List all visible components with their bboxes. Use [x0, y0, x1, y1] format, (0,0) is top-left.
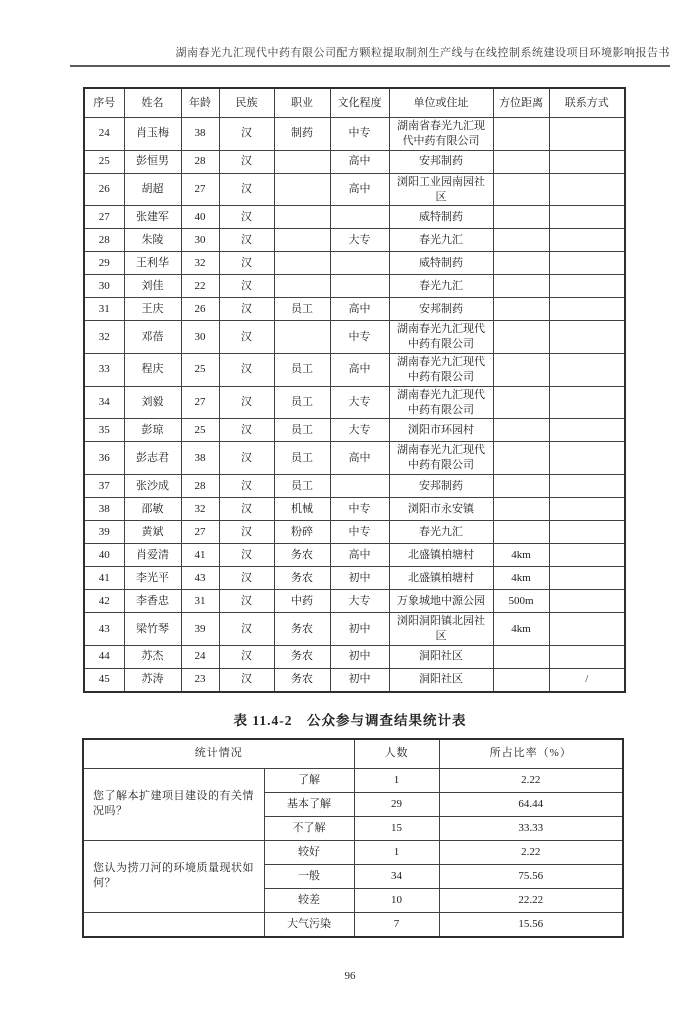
respondent-cell-distance — [493, 252, 549, 275]
stats-answer-cell: 较差 — [264, 888, 354, 912]
respondent-row — [84, 252, 625, 275]
respondent-cell-occupation: 员工 — [274, 475, 330, 498]
stats-column-header-situation: 统计情况 — [83, 739, 354, 769]
respondent-cell-contact — [549, 275, 625, 298]
respondent-row — [84, 173, 625, 206]
respondent-cell-distance — [493, 386, 549, 419]
respondent-row — [84, 275, 625, 298]
respondent-cell-index: 30 — [84, 275, 124, 298]
respondent-cell-name: 刘毅 — [124, 386, 181, 419]
respondent-cell-address: 湖南春光九汇现代中药有限公司 — [389, 321, 493, 354]
respondent-cell-name: 刘佳 — [124, 275, 181, 298]
respondent-cell-index: 39 — [84, 521, 124, 544]
respondent-cell-name: 梁竹琴 — [124, 613, 181, 646]
respondent-row — [84, 229, 625, 252]
column-header-age: 年龄 — [181, 88, 219, 118]
respondent-cell-name: 胡超 — [124, 173, 181, 206]
respondent-cell-contact — [549, 521, 625, 544]
respondent-cell-address: 北盛镇柏塘村 — [389, 567, 493, 590]
respondent-cell-distance — [493, 668, 549, 692]
document-page — [0, 44, 700, 1033]
respondent-cell-distance — [493, 498, 549, 521]
respondent-cell-name: 李光平 — [124, 567, 181, 590]
respondent-cell-education: 初中 — [330, 668, 389, 692]
respondent-cell-contact — [549, 567, 625, 590]
respondent-cell-index: 38 — [84, 498, 124, 521]
respondent-cell-address: 洞阳社区 — [389, 668, 493, 692]
respondent-cell-address: 洞阳社区 — [389, 645, 493, 668]
respondent-cell-name: 黄斌 — [124, 521, 181, 544]
respondent-cell-distance — [493, 442, 549, 475]
respondent-cell-education: 初中 — [330, 645, 389, 668]
respondent-cell-ethnicity: 汉 — [219, 206, 274, 229]
respondent-cell-address: 湖南春光九汇现代中药有限公司 — [389, 386, 493, 419]
respondent-cell-index: 43 — [84, 613, 124, 646]
respondent-cell-ethnicity: 汉 — [219, 475, 274, 498]
respondent-cell-address: 威特制药 — [389, 206, 493, 229]
respondent-cell-name: 邵敏 — [124, 498, 181, 521]
stats-count-cell: 15 — [354, 816, 439, 840]
page-header-title: 湖南春光九汇现代中药有限公司配方颗粒提取制剂生产线与在线控制系统建设项目环境影响报告书 — [175, 47, 670, 59]
respondent-cell-ethnicity: 汉 — [219, 544, 274, 567]
respondent-cell-address: 湖南春光九汇现代中药有限公司 — [389, 354, 493, 387]
respondent-cell-address: 湖南省春光九汇现代中药有限公司 — [389, 118, 493, 151]
stats-question-cell: 您认为捞刀河的环境质量现状如何？ — [83, 840, 264, 912]
stats-row — [83, 840, 623, 864]
respondent-cell-education — [330, 475, 389, 498]
respondent-cell-index: 45 — [84, 668, 124, 692]
respondent-cell-occupation — [274, 173, 330, 206]
stats-count-cell: 10 — [354, 888, 439, 912]
respondent-cell-name: 肖爱清 — [124, 544, 181, 567]
respondent-cell-occupation: 粉碎 — [274, 521, 330, 544]
respondent-row — [84, 544, 625, 567]
respondent-cell-education: 初中 — [330, 567, 389, 590]
respondent-cell-index: 41 — [84, 567, 124, 590]
respondent-cell-age: 30 — [181, 229, 219, 252]
respondent-cell-index: 40 — [84, 544, 124, 567]
respondent-cell-age: 43 — [181, 567, 219, 590]
column-header-distance: 方位距离 — [493, 88, 549, 118]
stats-column-header-ratio: 所占比率（%） — [439, 739, 623, 769]
respondent-cell-occupation: 员工 — [274, 419, 330, 442]
respondent-cell-age: 39 — [181, 613, 219, 646]
respondent-cell-contact — [549, 354, 625, 387]
respondent-cell-index: 24 — [84, 118, 124, 151]
respondent-cell-age: 27 — [181, 173, 219, 206]
respondent-row — [84, 150, 625, 173]
respondent-cell-index: 25 — [84, 150, 124, 173]
respondent-cell-contact — [549, 118, 625, 151]
stats-count-cell: 7 — [354, 912, 439, 937]
stats-ratio-cell: 64.44 — [439, 792, 623, 816]
respondent-cell-contact — [549, 419, 625, 442]
respondent-cell-occupation: 务农 — [274, 544, 330, 567]
respondent-cell-occupation — [274, 150, 330, 173]
respondent-cell-distance — [493, 118, 549, 151]
respondent-row — [84, 442, 625, 475]
stats-count-cell: 34 — [354, 864, 439, 888]
respondent-cell-ethnicity: 汉 — [219, 419, 274, 442]
stats-row — [83, 912, 623, 937]
respondent-row — [84, 118, 625, 151]
respondent-cell-address: 春光九汇 — [389, 521, 493, 544]
respondent-cell-distance: 4km — [493, 613, 549, 646]
respondent-table-body — [84, 118, 625, 692]
stats-table-body — [83, 768, 623, 937]
respondent-cell-education — [330, 275, 389, 298]
respondent-cell-name: 王利华 — [124, 252, 181, 275]
respondent-cell-name: 张建军 — [124, 206, 181, 229]
respondent-cell-ethnicity: 汉 — [219, 354, 274, 387]
respondent-cell-occupation: 员工 — [274, 442, 330, 475]
respondent-cell-contact — [549, 206, 625, 229]
stats-ratio-cell: 15.56 — [439, 912, 623, 937]
respondent-cell-age: 22 — [181, 275, 219, 298]
stats-ratio-cell: 22.22 — [439, 888, 623, 912]
respondent-cell-education: 大专 — [330, 590, 389, 613]
respondent-cell-education: 大专 — [330, 419, 389, 442]
respondent-cell-distance — [493, 321, 549, 354]
stats-table-header — [83, 739, 623, 769]
respondent-cell-ethnicity: 汉 — [219, 173, 274, 206]
respondent-cell-address: 春光九汇 — [389, 229, 493, 252]
respondent-cell-address: 北盛镇柏塘村 — [389, 544, 493, 567]
respondent-cell-occupation — [274, 252, 330, 275]
column-header-contact: 联系方式 — [549, 88, 625, 118]
stats-table — [82, 738, 624, 938]
stats-answer-cell: 较好 — [264, 840, 354, 864]
respondent-cell-ethnicity: 汉 — [219, 567, 274, 590]
column-header-index: 序号 — [84, 88, 124, 118]
respondent-cell-index: 32 — [84, 321, 124, 354]
respondent-cell-address: 春光九汇 — [389, 275, 493, 298]
respondent-row — [84, 419, 625, 442]
respondent-row — [84, 498, 625, 521]
respondent-cell-contact — [549, 321, 625, 354]
respondent-cell-age: 27 — [181, 521, 219, 544]
respondent-cell-occupation: 务农 — [274, 668, 330, 692]
respondent-cell-occupation — [274, 206, 330, 229]
respondent-cell-distance — [493, 275, 549, 298]
respondent-cell-occupation: 务农 — [274, 645, 330, 668]
respondent-cell-ethnicity: 汉 — [219, 668, 274, 692]
respondent-cell-education: 高中 — [330, 173, 389, 206]
column-header-ethnicity: 民族 — [219, 88, 274, 118]
respondent-cell-education: 高中 — [330, 544, 389, 567]
respondent-row — [84, 668, 625, 692]
respondent-cell-education — [330, 252, 389, 275]
stats-ratio-cell: 2.22 — [439, 768, 623, 792]
respondent-cell-contact — [549, 590, 625, 613]
respondent-row — [84, 613, 625, 646]
stats-answer-cell: 了解 — [264, 768, 354, 792]
respondent-cell-occupation: 员工 — [274, 298, 330, 321]
respondent-cell-age: 31 — [181, 590, 219, 613]
respondent-cell-ethnicity: 汉 — [219, 298, 274, 321]
respondent-row — [84, 298, 625, 321]
respondent-cell-name: 王庆 — [124, 298, 181, 321]
respondent-cell-contact — [549, 298, 625, 321]
stats-answer-cell: 不了解 — [264, 816, 354, 840]
respondent-cell-occupation — [274, 229, 330, 252]
stats-ratio-cell: 33.33 — [439, 816, 623, 840]
respondent-cell-address: 浏阳工业园南园社区 — [389, 173, 493, 206]
respondent-cell-distance — [493, 298, 549, 321]
respondent-cell-contact — [549, 475, 625, 498]
respondent-row — [84, 206, 625, 229]
respondent-cell-index: 37 — [84, 475, 124, 498]
respondent-cell-ethnicity: 汉 — [219, 442, 274, 475]
respondent-cell-distance — [493, 173, 549, 206]
respondent-row — [84, 354, 625, 387]
respondent-cell-education: 高中 — [330, 298, 389, 321]
stats-count-cell: 1 — [354, 768, 439, 792]
respondent-cell-address: 浏阳洞阳镇北园社区 — [389, 613, 493, 646]
respondent-cell-index: 36 — [84, 442, 124, 475]
respondent-row — [84, 321, 625, 354]
stats-row — [83, 768, 623, 792]
respondent-cell-contact — [549, 150, 625, 173]
respondent-cell-education: 中专 — [330, 118, 389, 151]
respondent-cell-ethnicity: 汉 — [219, 645, 274, 668]
respondent-cell-education — [330, 206, 389, 229]
respondent-cell-age: 40 — [181, 206, 219, 229]
respondent-cell-contact — [549, 645, 625, 668]
respondent-row — [84, 590, 625, 613]
respondent-cell-ethnicity: 汉 — [219, 252, 274, 275]
column-header-name: 姓名 — [124, 88, 181, 118]
respondent-cell-contact — [549, 229, 625, 252]
respondent-cell-education: 中专 — [330, 521, 389, 544]
respondent-cell-address: 安邦制药 — [389, 298, 493, 321]
respondent-cell-address: 浏阳市永安镇 — [389, 498, 493, 521]
respondent-cell-index: 44 — [84, 645, 124, 668]
respondent-cell-ethnicity: 汉 — [219, 229, 274, 252]
respondent-cell-distance — [493, 475, 549, 498]
respondent-cell-education: 大专 — [330, 229, 389, 252]
respondent-cell-occupation: 务农 — [274, 613, 330, 646]
respondent-row — [84, 386, 625, 419]
respondent-cell-occupation: 制药 — [274, 118, 330, 151]
respondent-cell-occupation: 中药 — [274, 590, 330, 613]
respondent-cell-index: 29 — [84, 252, 124, 275]
respondent-cell-age: 41 — [181, 544, 219, 567]
respondent-cell-education: 初中 — [330, 613, 389, 646]
respondent-cell-name: 彭志君 — [124, 442, 181, 475]
respondent-cell-contact — [549, 498, 625, 521]
respondent-cell-address: 万象城地中源公园 — [389, 590, 493, 613]
respondent-cell-ethnicity: 汉 — [219, 150, 274, 173]
respondent-cell-ethnicity: 汉 — [219, 321, 274, 354]
respondent-cell-ethnicity: 汉 — [219, 275, 274, 298]
respondent-cell-distance — [493, 354, 549, 387]
stats-table-title: 表 11.4-2 公众参与调查结果统计表 — [233, 712, 467, 728]
respondent-cell-name: 彭琼 — [124, 419, 181, 442]
respondent-cell-distance — [493, 206, 549, 229]
respondent-cell-index: 28 — [84, 229, 124, 252]
stats-count-cell: 1 — [354, 840, 439, 864]
respondent-cell-distance: 500m — [493, 590, 549, 613]
respondent-cell-age: 28 — [181, 475, 219, 498]
respondent-cell-education: 中专 — [330, 498, 389, 521]
respondent-cell-age: 27 — [181, 386, 219, 419]
respondent-cell-ethnicity: 汉 — [219, 498, 274, 521]
respondent-cell-contact — [549, 442, 625, 475]
respondent-cell-ethnicity: 汉 — [219, 590, 274, 613]
respondent-row — [84, 475, 625, 498]
respondent-cell-contact: / — [549, 668, 625, 692]
respondent-cell-contact — [549, 252, 625, 275]
respondent-cell-name: 朱陵 — [124, 229, 181, 252]
respondent-cell-name: 邓蓓 — [124, 321, 181, 354]
page-header — [70, 44, 670, 67]
respondent-cell-occupation — [274, 275, 330, 298]
respondent-cell-name: 李香忠 — [124, 590, 181, 613]
stats-header-row — [83, 739, 623, 769]
stats-question-cell — [83, 912, 264, 937]
respondent-cell-age: 26 — [181, 298, 219, 321]
respondent-cell-index: 26 — [84, 173, 124, 206]
respondent-cell-distance: 4km — [493, 567, 549, 590]
page-number: 96 — [344, 970, 356, 982]
respondent-cell-address: 安邦制药 — [389, 150, 493, 173]
respondent-cell-age: 32 — [181, 252, 219, 275]
respondent-cell-index: 27 — [84, 206, 124, 229]
respondent-cell-age: 32 — [181, 498, 219, 521]
respondent-cell-education: 高中 — [330, 354, 389, 387]
respondent-cell-ethnicity: 汉 — [219, 118, 274, 151]
respondent-cell-education: 中专 — [330, 321, 389, 354]
respondent-cell-age: 38 — [181, 118, 219, 151]
stats-ratio-cell: 2.22 — [439, 840, 623, 864]
respondent-cell-occupation: 机械 — [274, 498, 330, 521]
respondent-table — [83, 87, 626, 693]
stats-column-header-count: 人数 — [354, 739, 439, 769]
respondent-cell-name: 苏涛 — [124, 668, 181, 692]
respondent-cell-index: 31 — [84, 298, 124, 321]
respondent-cell-distance — [493, 645, 549, 668]
respondent-cell-name: 彭恒男 — [124, 150, 181, 173]
respondent-cell-index: 42 — [84, 590, 124, 613]
stats-answer-cell: 基本了解 — [264, 792, 354, 816]
respondent-cell-address: 浏阳市环园村 — [389, 419, 493, 442]
respondent-cell-age: 38 — [181, 442, 219, 475]
respondent-cell-contact — [549, 544, 625, 567]
stats-ratio-cell: 75.56 — [439, 864, 623, 888]
respondent-cell-distance — [493, 419, 549, 442]
respondent-cell-education: 大专 — [330, 386, 389, 419]
respondent-cell-contact — [549, 613, 625, 646]
respondent-cell-occupation: 务农 — [274, 567, 330, 590]
respondent-cell-index: 34 — [84, 386, 124, 419]
respondent-cell-age: 24 — [181, 645, 219, 668]
respondent-cell-contact — [549, 386, 625, 419]
respondent-cell-name: 程庆 — [124, 354, 181, 387]
respondent-cell-name: 张沙成 — [124, 475, 181, 498]
stats-answer-cell: 大气污染 — [264, 912, 354, 937]
respondent-cell-address: 威特制药 — [389, 252, 493, 275]
respondent-cell-address: 安邦制药 — [389, 475, 493, 498]
respondent-cell-ethnicity: 汉 — [219, 386, 274, 419]
respondent-cell-contact — [549, 173, 625, 206]
respondent-cell-age: 25 — [181, 354, 219, 387]
respondent-header-row — [84, 88, 625, 118]
respondent-cell-distance: 4km — [493, 544, 549, 567]
stats-question-cell: 您了解本扩建项目建设的有关情况吗？ — [83, 768, 264, 840]
respondent-cell-address: 湖南春光九汇现代中药有限公司 — [389, 442, 493, 475]
respondent-cell-occupation: 员工 — [274, 386, 330, 419]
respondent-cell-age: 30 — [181, 321, 219, 354]
respondent-cell-ethnicity: 汉 — [219, 521, 274, 544]
respondent-cell-distance — [493, 150, 549, 173]
respondent-cell-name: 苏杰 — [124, 645, 181, 668]
respondent-cell-occupation — [274, 321, 330, 354]
column-header-address: 单位或住址 — [389, 88, 493, 118]
respondent-cell-distance — [493, 521, 549, 544]
stats-count-cell: 29 — [354, 792, 439, 816]
respondent-cell-age: 25 — [181, 419, 219, 442]
respondent-cell-age: 28 — [181, 150, 219, 173]
respondent-cell-distance — [493, 229, 549, 252]
respondent-cell-education: 高中 — [330, 150, 389, 173]
respondent-cell-education: 高中 — [330, 442, 389, 475]
column-header-occupation: 职业 — [274, 88, 330, 118]
respondent-row — [84, 645, 625, 668]
respondent-cell-age: 23 — [181, 668, 219, 692]
respondent-cell-ethnicity: 汉 — [219, 613, 274, 646]
respondent-cell-occupation: 员工 — [274, 354, 330, 387]
respondent-row — [84, 567, 625, 590]
respondent-table-header — [84, 88, 625, 118]
column-header-education: 文化程度 — [330, 88, 389, 118]
respondent-cell-index: 35 — [84, 419, 124, 442]
respondent-cell-name: 肖玉梅 — [124, 118, 181, 151]
respondent-row — [84, 521, 625, 544]
respondent-cell-index: 33 — [84, 354, 124, 387]
stats-answer-cell: 一般 — [264, 864, 354, 888]
